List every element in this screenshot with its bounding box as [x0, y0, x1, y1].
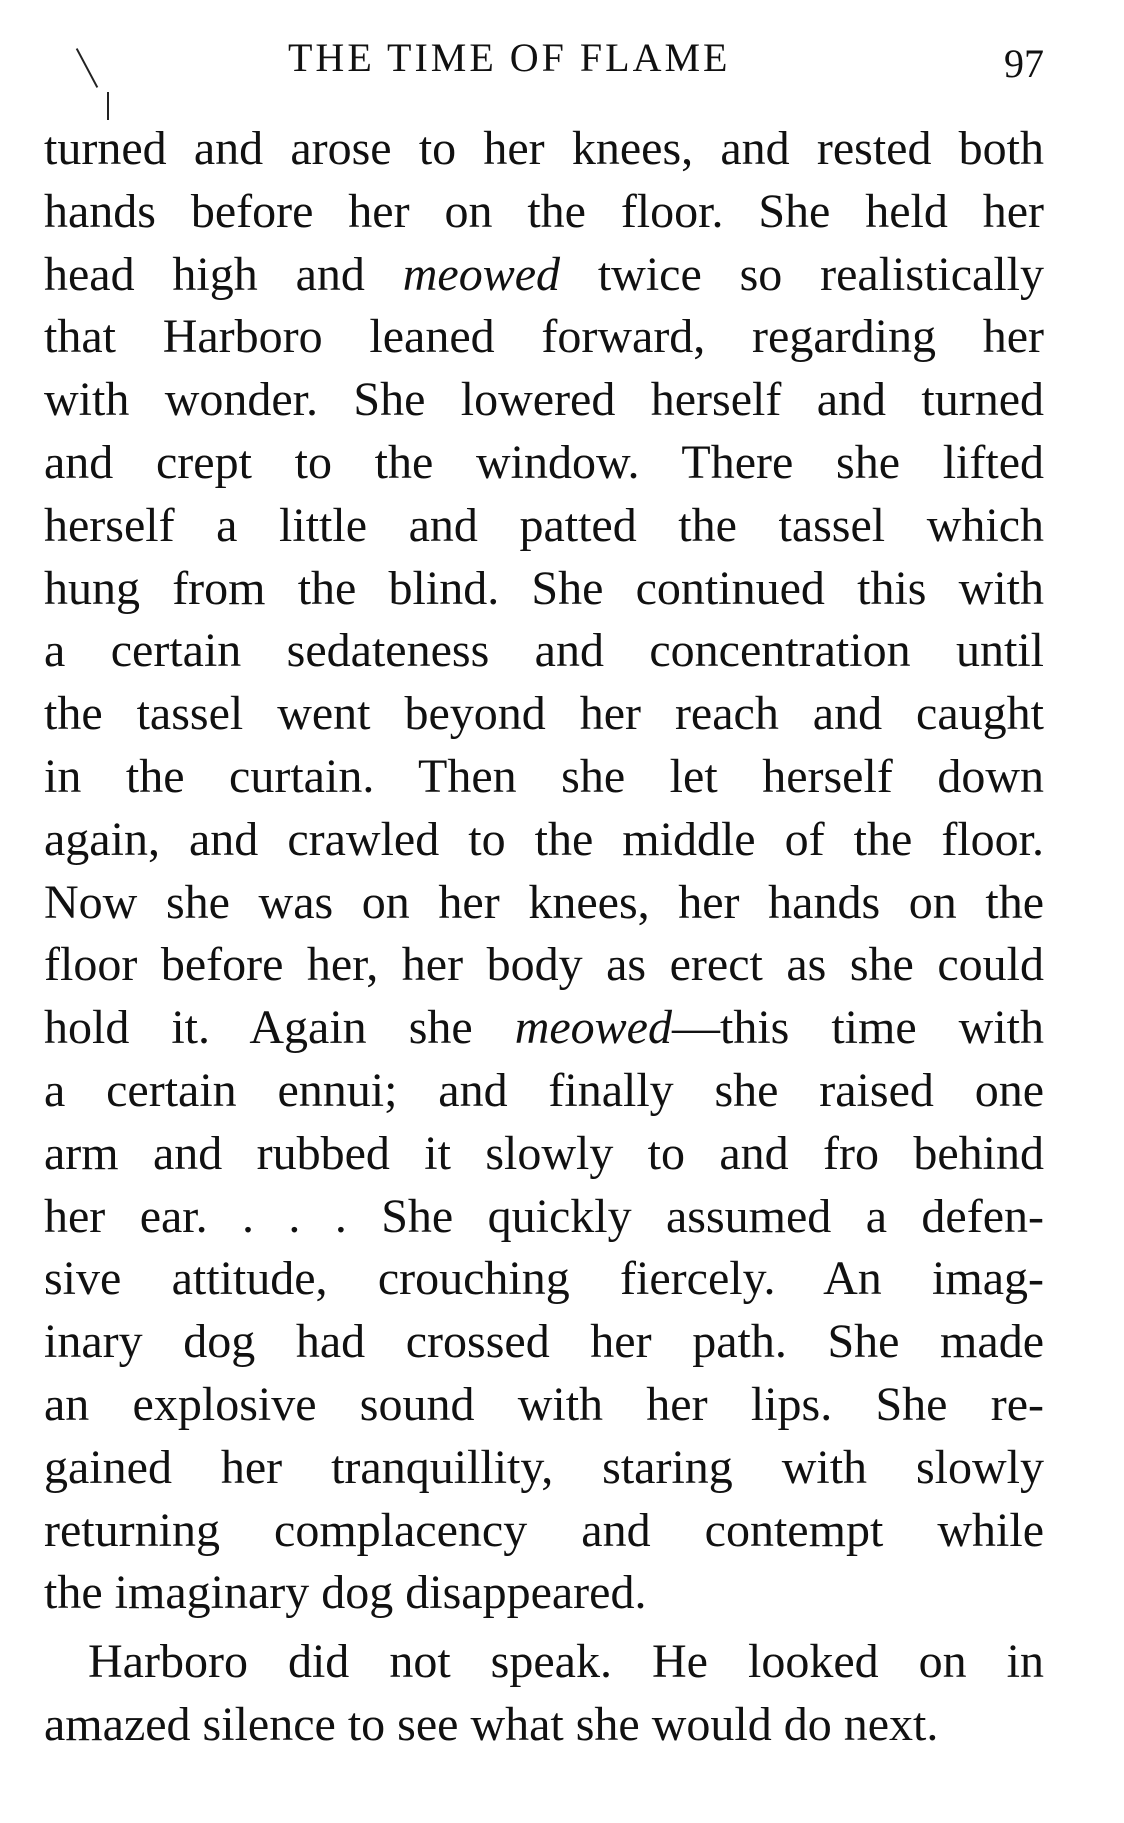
- paragraph: [44, 118, 1044, 1625]
- text-run: twice so realistically: [560, 247, 1044, 301]
- text-run: a certain ennui; and finally she raised one: [44, 1063, 1044, 1117]
- scan-mark: [107, 92, 109, 120]
- text-line: [44, 558, 1044, 621]
- text-run: hold it. Again she: [44, 1001, 515, 1055]
- text-line: [44, 620, 1044, 683]
- text-line: [44, 1186, 1044, 1249]
- text-line: [44, 1437, 1044, 1500]
- text-run: amazed silence to see what she would do next.: [44, 1697, 939, 1751]
- italic-word: meowed: [402, 247, 561, 301]
- text-run: arm and rubbed it slowly to and fro behind: [44, 1126, 1044, 1180]
- text-run: her ear. . . . She quickly assumed a defen-: [44, 1189, 1044, 1243]
- text-run: and crept to the window. There she lifted: [44, 435, 1044, 489]
- text-line: [44, 369, 1044, 432]
- text-run: —this time with: [671, 1001, 1044, 1055]
- running-head: [44, 30, 1044, 90]
- text-line: [44, 1500, 1044, 1563]
- text-run: turned and arose to her knees, and rested both: [44, 122, 1044, 175]
- text-line: [44, 1248, 1044, 1311]
- running-title: THE TIME OF FLAME: [288, 35, 731, 80]
- page-number: 97: [1004, 41, 1044, 86]
- body-text: [44, 118, 1044, 1757]
- text-line: [44, 1694, 1044, 1757]
- italic-word: meowed: [514, 1001, 672, 1055]
- text-line: [44, 306, 1044, 369]
- text-run: Now she was on her knees, her hands on the: [44, 875, 1044, 929]
- text-line: [44, 1123, 1044, 1186]
- text-run: head high and: [44, 247, 403, 301]
- text-line: [44, 1562, 1044, 1625]
- text-line: [44, 1631, 1044, 1694]
- text-line: [44, 872, 1044, 935]
- text-run: sive attitude, crouching fiercely. An imag-: [44, 1252, 1044, 1306]
- text-run: that Harboro leaned forward, regarding her: [44, 310, 1044, 364]
- text-run: in the curtain. Then she let herself down: [44, 749, 1044, 803]
- text-run: a certain sedateness and concentration until: [44, 624, 1044, 678]
- text-run: herself a little and patted the tassel which: [44, 498, 1044, 552]
- paragraph: [44, 1631, 1044, 1757]
- text-run: returning complacency and contempt while: [44, 1503, 1044, 1557]
- text-line: [44, 1311, 1044, 1374]
- text-line: [44, 495, 1044, 558]
- text-run: the imaginary dog disappeared.: [44, 1566, 647, 1620]
- text-line: [44, 181, 1044, 244]
- text-line: [44, 1060, 1044, 1123]
- text-run: the tassel went beyond her reach and caught: [44, 687, 1044, 741]
- text-line: [44, 118, 1044, 181]
- text-run: inary dog had crossed her path. She made: [44, 1315, 1044, 1369]
- text-run: Harboro did not speak. He looked on in: [88, 1635, 1044, 1689]
- text-line: [44, 934, 1044, 997]
- text-line: [44, 683, 1044, 746]
- text-run: hung from the blind. She continued this with: [44, 561, 1044, 615]
- text-run: hands before her on the floor. She held her: [44, 184, 1044, 238]
- text-line: [44, 997, 1044, 1060]
- text-line: [44, 746, 1044, 809]
- text-line: [44, 432, 1044, 495]
- text-line: [44, 809, 1044, 872]
- text-run: again, and crawled to the middle of the floor.: [44, 812, 1044, 866]
- text-line: [44, 1374, 1044, 1437]
- text-run: with wonder. She lowered herself and turned: [44, 373, 1044, 427]
- text-run: floor before her, her body as erect as she could: [44, 938, 1044, 992]
- text-run: an explosive sound with her lips. She re-: [44, 1377, 1044, 1431]
- text-line: [44, 244, 1044, 307]
- text-run: gained her tranquillity, staring with slowly: [44, 1440, 1044, 1494]
